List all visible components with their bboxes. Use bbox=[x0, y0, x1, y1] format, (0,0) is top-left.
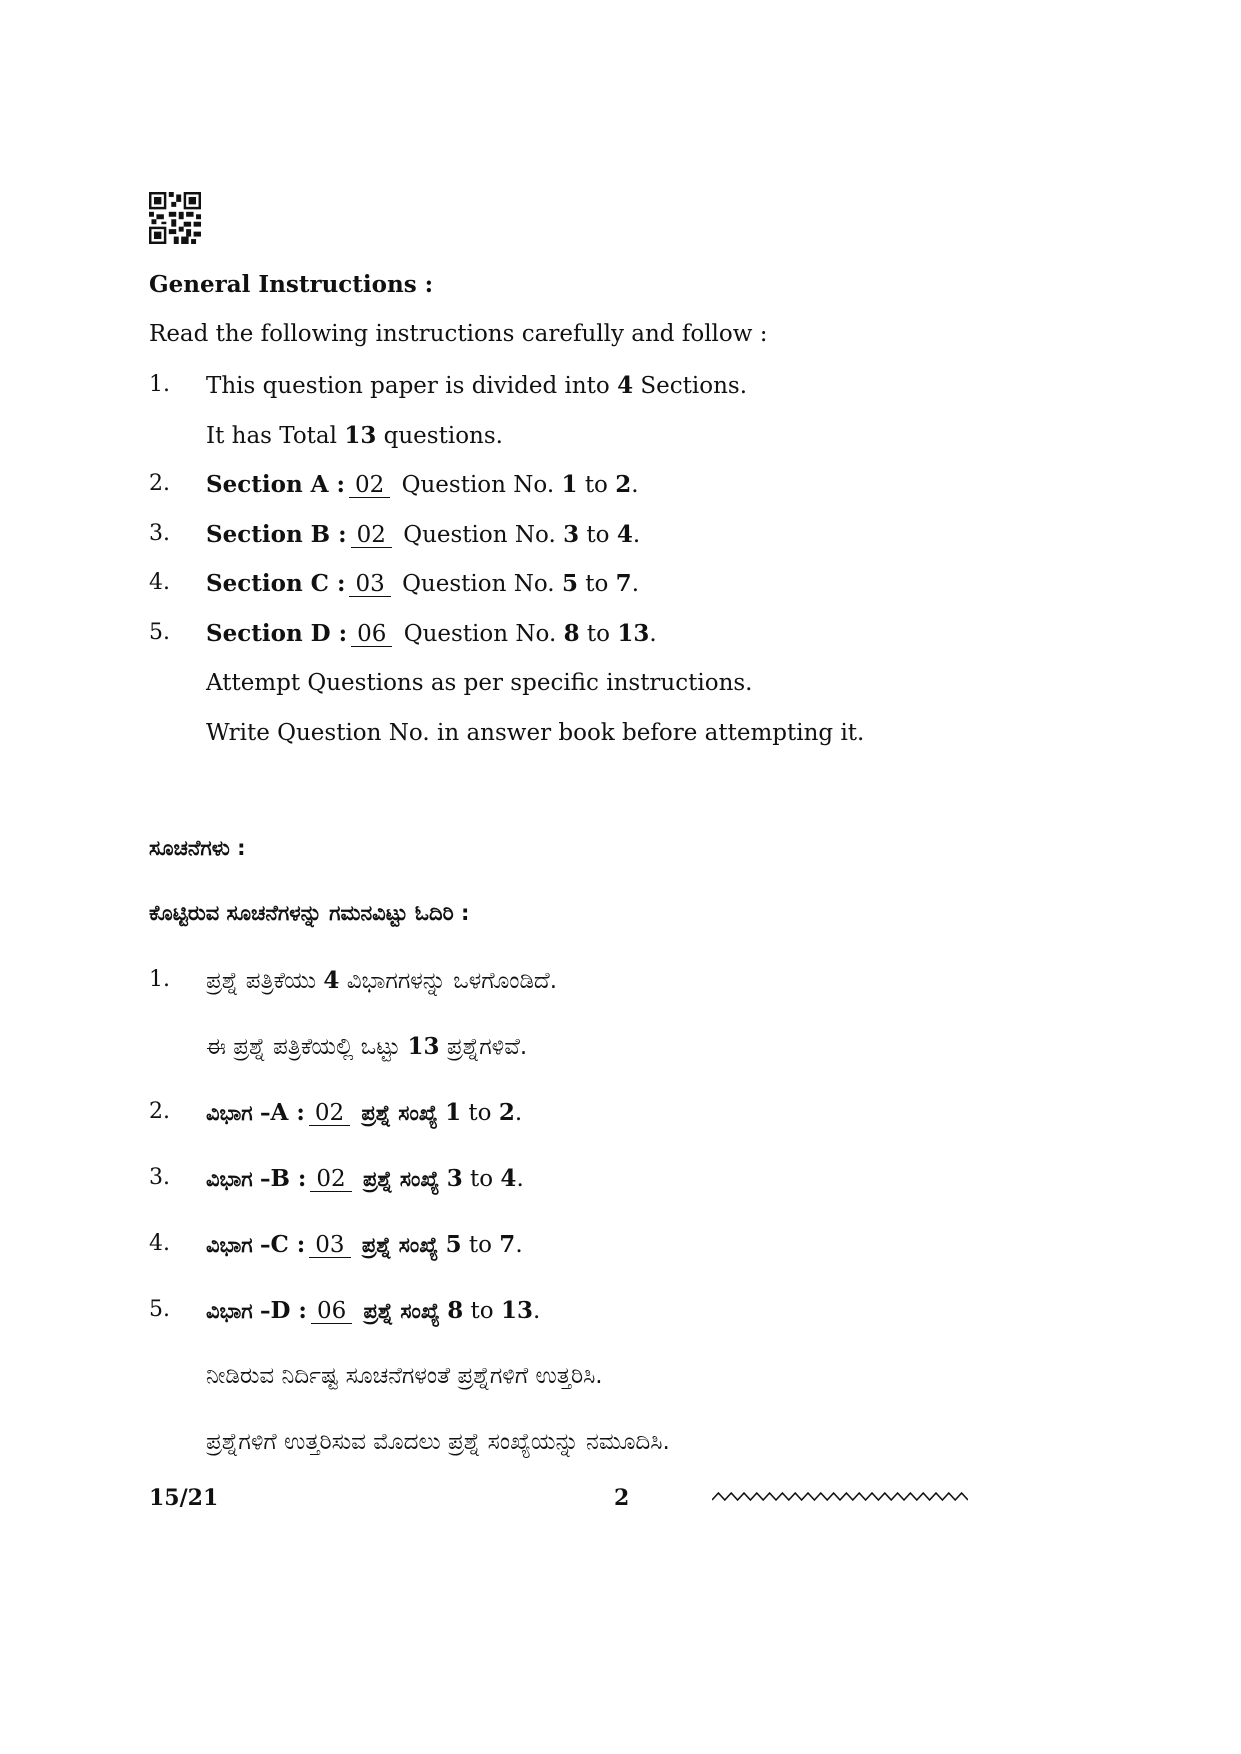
instruction-number: 3. bbox=[149, 1165, 170, 1190]
kannada-section-c-line: ವಿಭಾಗ –C : 03 ಪ್ರಶ್ನೆ ಸಂಖ್ಯೆ 5 to 7. bbox=[206, 1231, 523, 1258]
kannada-extra-2: ಪ್ರಶ್ನೆಗಳಿಗೆ ಉತ್ತರಿಸುವ ಮೊದಲು ಪ್ರಶ್ನೆ ಸಂಖ್ಯೆಯನ್ನು ನಮೂದಿಸಿ. bbox=[206, 1429, 670, 1455]
instruction-1: This question paper is divided into 4 Sections. bbox=[206, 372, 748, 399]
wavy-line-icon bbox=[712, 1490, 968, 1504]
instruction-number: 5. bbox=[149, 620, 170, 645]
instruction-extra-2: Write Question No. in answer book before attempting it. bbox=[206, 720, 865, 746]
kannada-section-d-line: ವಿಭಾಗ –D : 06 ಪ್ರಶ್ನೆ ಸಂಖ್ಯೆ 8 to 13. bbox=[206, 1297, 541, 1324]
instruction-number: 4. bbox=[149, 570, 170, 595]
kannada-instruction-1-total: ಈ ಪ್ರಶ್ನೆ ಪತ್ರಿಕೆಯಲ್ಲಿ ಒಟ್ಟು 13 ಪ್ರಶ್ನೆಗಳಿವೆ. bbox=[206, 1033, 528, 1060]
kannada-section-a-line: ವಿಭಾಗ –A : 02 ಪ್ರಶ್ನೆ ಸಂಖ್ಯೆ 1 to 2. bbox=[206, 1099, 523, 1126]
kannada-instruction-1: ಪ್ರಶ್ನೆ ಪತ್ರಿಕೆಯು 4 ವಿಭಾಗಗಳನ್ನು ಒಳಗೊಂಡಿದೆ. bbox=[206, 967, 558, 994]
kannada-intro: ಕೊಟ್ಟಿರುವ ಸೂಚನೆಗಳನ್ನು ಗಮನವಿಟ್ಟು ಓದಿರಿ : bbox=[149, 901, 470, 925]
paper-code: 15/21 bbox=[149, 1485, 219, 1511]
general-instructions-intro: Read the following instructions carefully and follow : bbox=[149, 321, 768, 347]
general-instructions-heading: General Instructions : bbox=[149, 271, 434, 298]
instruction-1-total: It has Total 13 questions. bbox=[206, 422, 503, 449]
instruction-number: 3. bbox=[149, 521, 170, 546]
section-c-line: Section C : 03 Question No. 5 to 7. bbox=[206, 570, 639, 597]
blank-value: 06 bbox=[311, 1299, 352, 1324]
qr-code-icon bbox=[149, 192, 201, 244]
blank-value: 02 bbox=[349, 473, 390, 498]
section-a-line: Section A : 02 Question No. 1 to 2. bbox=[206, 471, 639, 498]
instruction-number: 1. bbox=[149, 967, 170, 992]
blank-value: 02 bbox=[310, 1167, 351, 1192]
blank-value: 06 bbox=[351, 622, 392, 647]
blank-value: 02 bbox=[351, 523, 392, 548]
section-d-line: Section D : 06 Question No. 8 to 13. bbox=[206, 620, 657, 647]
blank-value: 03 bbox=[349, 572, 390, 597]
instruction-extra-1: Attempt Questions as per specific instructions. bbox=[206, 670, 753, 696]
section-b-line: Section B : 02 Question No. 3 to 4. bbox=[206, 521, 641, 548]
instruction-number: 2. bbox=[149, 1099, 170, 1124]
kannada-heading: ಸೂಚನೆಗಳು : bbox=[149, 836, 246, 860]
kannada-section-b-line: ವಿಭಾಗ –B : 02 ಪ್ರಶ್ನೆ ಸಂಖ್ಯೆ 3 to 4. bbox=[206, 1165, 524, 1192]
blank-value: 03 bbox=[309, 1233, 350, 1258]
instruction-number: 5. bbox=[149, 1297, 170, 1322]
instruction-number: 1. bbox=[149, 372, 170, 397]
blank-value: 02 bbox=[309, 1101, 350, 1126]
kannada-extra-1: ನೀಡಿರುವ ನಿರ್ದಿಷ್ಟ ಸೂಚನೆಗಳಂತೆ ಪ್ರಶ್ನೆಗಳಿಗೆ ಉತ್ತರಿಸಿ. bbox=[206, 1363, 603, 1389]
page-number: 2 bbox=[614, 1485, 630, 1511]
instruction-number: 4. bbox=[149, 1231, 170, 1256]
instruction-number: 2. bbox=[149, 471, 170, 496]
